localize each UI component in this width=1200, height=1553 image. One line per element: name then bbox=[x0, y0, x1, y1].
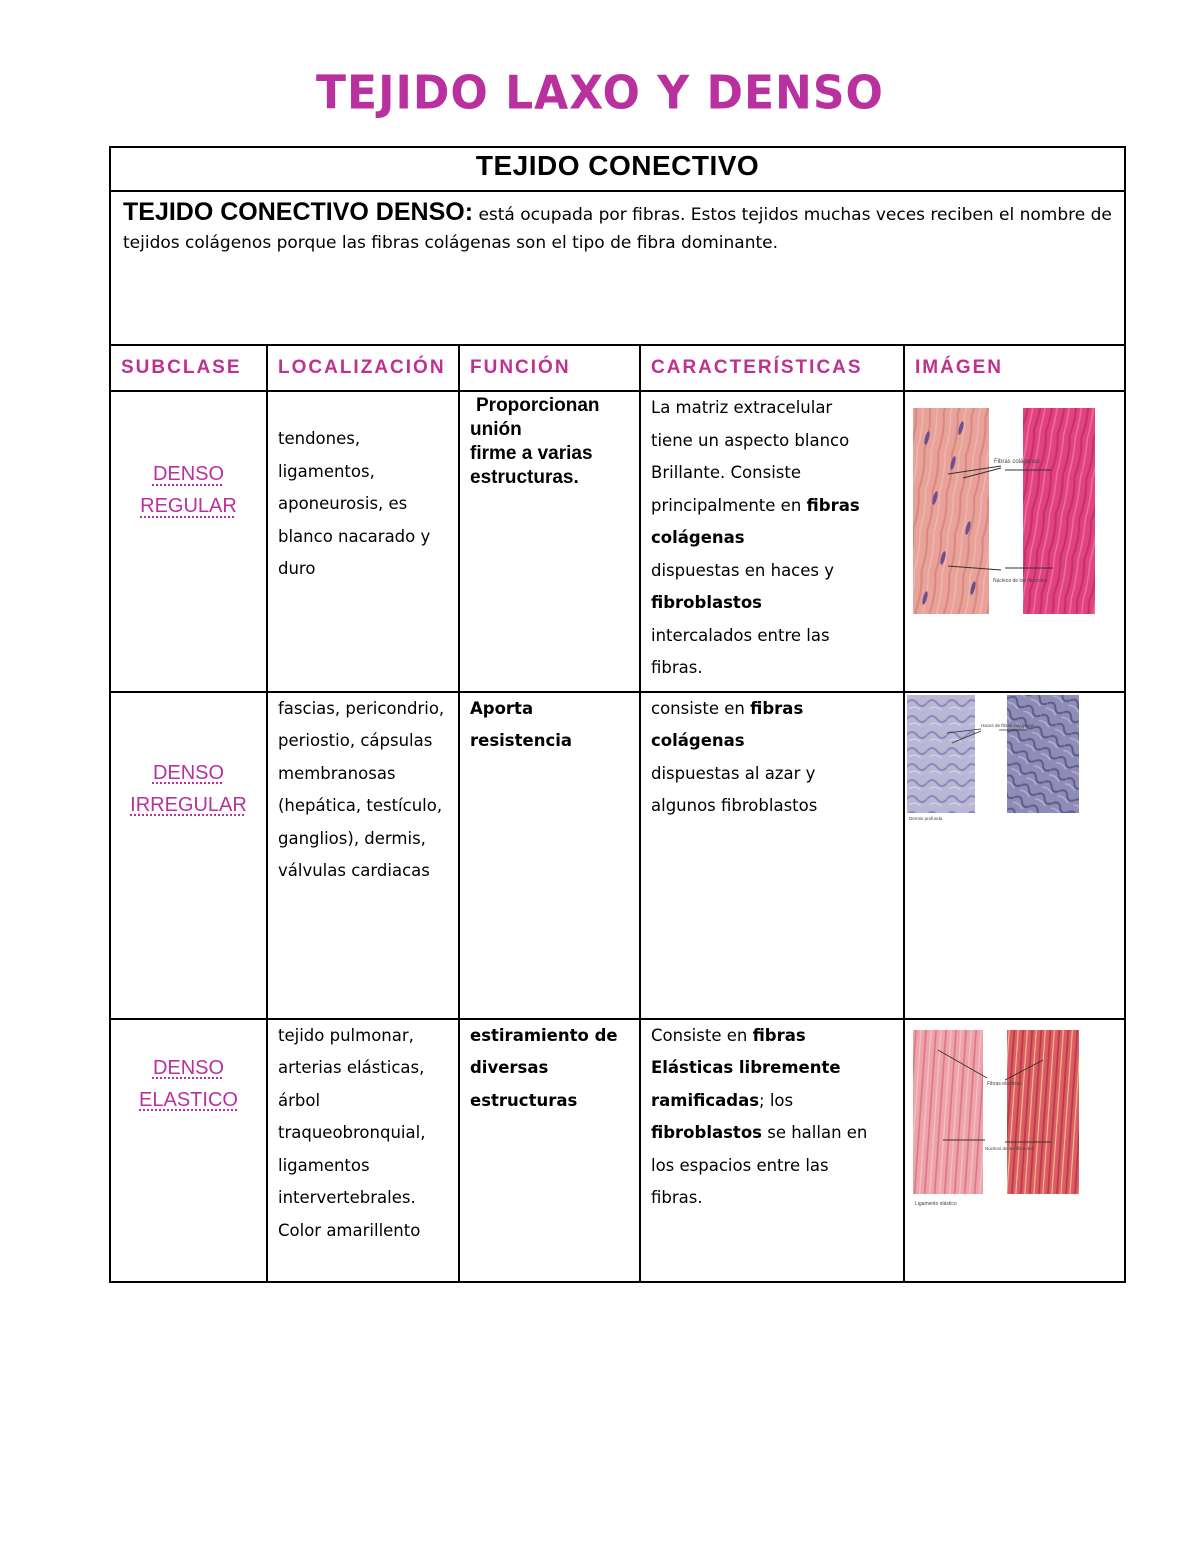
location-cell bbox=[267, 391, 459, 692]
characteristics-cell bbox=[640, 391, 904, 692]
function-line: Proporcionan bbox=[476, 395, 600, 416]
characteristics-line: dispuestas en haces y bbox=[651, 560, 835, 580]
table-row bbox=[110, 692, 1125, 1019]
subclass-cell bbox=[110, 692, 267, 1019]
location-line: árbol bbox=[278, 1090, 321, 1110]
subclass-link[interactable]: DENSO bbox=[152, 1056, 225, 1079]
column-header-function: FUNCIÓN bbox=[459, 345, 640, 391]
subclass-link[interactable]: DENSO bbox=[152, 761, 225, 784]
characteristics-line: colágenas bbox=[651, 528, 745, 547]
characteristics-line: dispuestas al azar y bbox=[651, 763, 816, 783]
micrograph-dense-regular-image bbox=[913, 408, 1095, 614]
characteristics-line: intercalados entre las bbox=[651, 625, 830, 645]
characteristics-line: consiste en fibras bbox=[651, 698, 804, 718]
image-label: Núcleos de los fibrocitos bbox=[985, 1145, 1034, 1151]
location-line: tendones, bbox=[278, 429, 361, 448]
function-line: Aporta resistencia bbox=[470, 698, 573, 750]
characteristics-line: fibroblastos se hallan en bbox=[651, 1123, 868, 1142]
function-line: diversas bbox=[470, 1058, 549, 1077]
characteristics-line: tiene un aspecto blanco bbox=[651, 430, 850, 450]
characteristics-line: Brillante. Consiste bbox=[651, 463, 802, 482]
connective-tissue-table bbox=[109, 146, 1126, 1283]
function-line: estructuras. bbox=[470, 467, 579, 488]
characteristics-line: ramificadas; los bbox=[651, 1090, 794, 1110]
location-line: Color amarillento bbox=[278, 1220, 421, 1240]
image-cell bbox=[904, 391, 1125, 692]
image-label: Fibras elásticas bbox=[987, 1080, 1022, 1087]
location-line: aponeurosis, es bbox=[278, 494, 408, 513]
image-cell bbox=[904, 692, 1125, 1019]
location-line: membranosas bbox=[278, 763, 396, 783]
characteristics-line: La matriz extracelular bbox=[651, 398, 833, 417]
location-cell bbox=[267, 1019, 459, 1282]
page-title: TEJIDO LAXO Y DENSO bbox=[316, 66, 884, 121]
characteristics-cell bbox=[640, 692, 904, 1019]
characteristics-line: colágenas bbox=[651, 731, 745, 750]
location-line: intervertebrales. bbox=[278, 1188, 416, 1207]
characteristics-line: fibras. bbox=[651, 1188, 703, 1207]
micrograph-dense-elastic-image bbox=[913, 1030, 1079, 1210]
location-line: válvulas cardiacas bbox=[278, 861, 430, 880]
column-header-image: IMÁGEN bbox=[904, 345, 1125, 391]
location-line: fascias, pericondrio, bbox=[278, 698, 445, 718]
intro-text: está ocupada por fibras. Estos tejidos muchas veces reciben el nombre de tejidos colágenos porque las fibras colágenas son el tipo de fibra dominante. bbox=[123, 205, 1112, 253]
image-label: Ligamento elástico bbox=[915, 1200, 957, 1207]
subclass-cell bbox=[110, 1019, 267, 1282]
function-line: unión bbox=[470, 419, 522, 440]
location-line: arterias elásticas, bbox=[278, 1058, 425, 1077]
location-line: tejido pulmonar, bbox=[278, 1025, 414, 1045]
characteristics-line: algunos fibroblastos bbox=[651, 796, 818, 815]
subclass-cell bbox=[110, 391, 267, 692]
subclass-link[interactable]: REGULAR bbox=[140, 495, 237, 517]
characteristics-line: fibras. bbox=[651, 658, 703, 677]
table-row bbox=[110, 391, 1125, 692]
location-line: ganglios), dermis, bbox=[278, 828, 426, 848]
characteristics-line: fibroblastos bbox=[651, 593, 762, 612]
characteristics-cell bbox=[640, 1019, 904, 1282]
function-line: estiramiento de bbox=[470, 1025, 618, 1045]
function-line: firme a varias bbox=[470, 443, 593, 464]
table-row bbox=[110, 1019, 1125, 1282]
image-label: Haces de fibras colágenas bbox=[981, 722, 1035, 728]
subclass-link[interactable]: DENSO bbox=[152, 463, 225, 485]
image-label: Fibras colágenas bbox=[994, 459, 1040, 465]
micrograph-dense-irregular-image bbox=[907, 695, 1081, 823]
characteristics-line: los espacios entre las bbox=[651, 1155, 829, 1175]
function-line: estructuras bbox=[470, 1090, 578, 1110]
table-header: TEJIDO CONECTIVO bbox=[110, 147, 1125, 191]
location-line: periostio, cápsulas bbox=[278, 731, 433, 750]
subclass-link[interactable]: IRREGULAR bbox=[130, 793, 247, 816]
column-header-subclass: SUBCLASE bbox=[110, 345, 267, 391]
intro-lead: TEJIDO CONECTIVO DENSO: bbox=[123, 198, 474, 226]
column-header-row bbox=[110, 345, 1125, 391]
table-intro bbox=[110, 191, 1125, 345]
characteristics-line: Consiste en fibras bbox=[651, 1025, 806, 1045]
column-header-location: LOCALIZACIÓN bbox=[267, 345, 459, 391]
image-label: Dermis profunda bbox=[909, 815, 943, 821]
location-line: duro bbox=[278, 559, 316, 578]
function-cell bbox=[459, 692, 640, 1019]
column-header-characteristics: CARACTERÍSTICAS bbox=[640, 345, 904, 391]
image-label: Núcleos de los fibrocitos bbox=[993, 578, 1048, 584]
location-line: blanco nacarado y bbox=[278, 526, 431, 546]
location-cell bbox=[267, 692, 459, 1019]
function-cell bbox=[459, 391, 640, 692]
image-cell bbox=[904, 1019, 1125, 1282]
location-line: traqueobronquial, bbox=[278, 1123, 426, 1142]
subclass-link[interactable]: ELASTICO bbox=[139, 1088, 238, 1111]
location-line: ligamentos bbox=[278, 1155, 370, 1175]
characteristics-line: principalmente en fibras bbox=[651, 495, 860, 515]
location-line: ligamentos, bbox=[278, 461, 375, 481]
function-cell bbox=[459, 1019, 640, 1282]
location-line: (hepática, testículo, bbox=[278, 796, 443, 815]
characteristics-line: Elásticas libremente bbox=[651, 1058, 841, 1077]
